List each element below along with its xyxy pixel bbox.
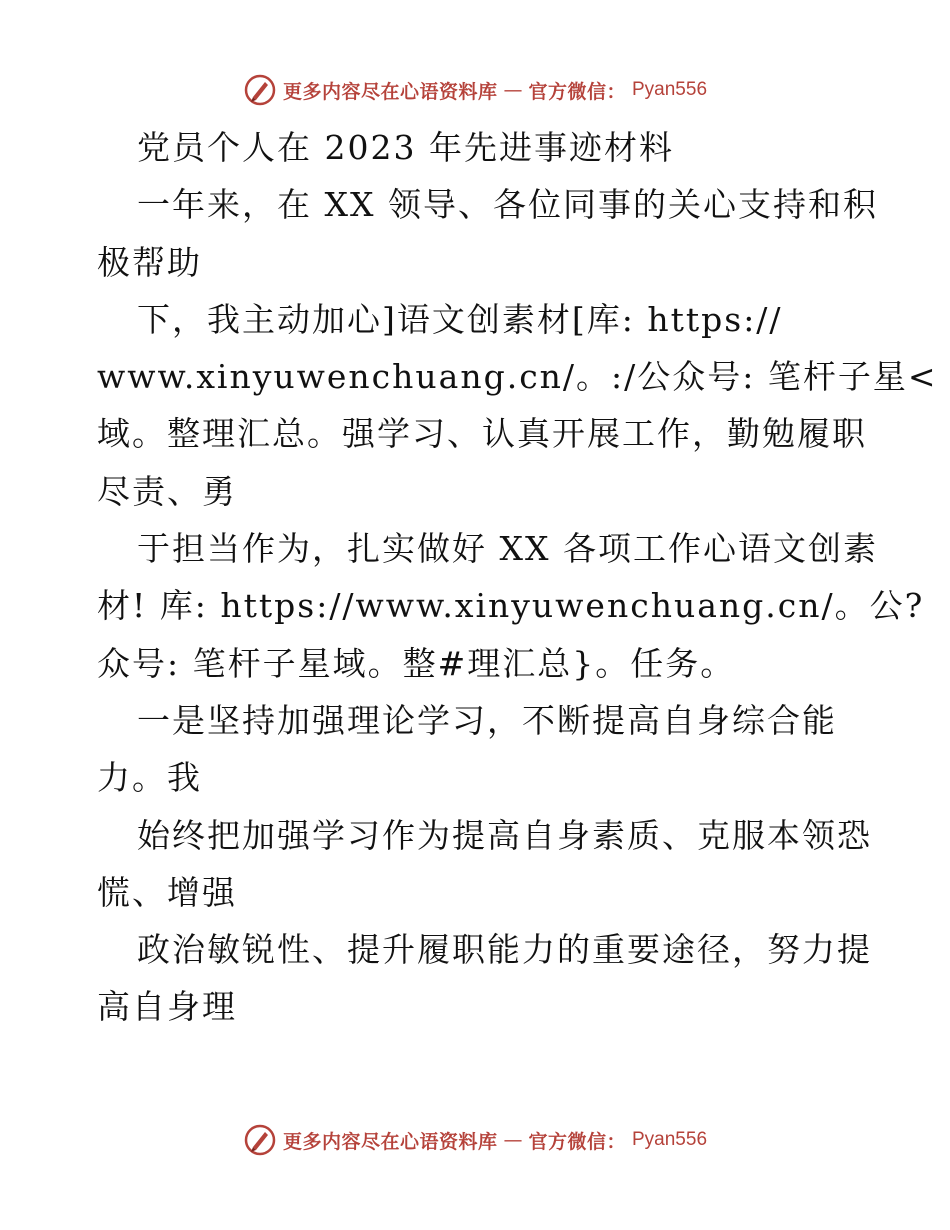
paragraph-line: 一是坚持加强理论学习，不断提高自身综合能 xyxy=(137,700,837,740)
document-title: 党员个人在 2023 年先进事迹材料 xyxy=(137,128,674,167)
paragraph-line: 域。整理汇总。强学习、认真开展工作，勤勉履职 xyxy=(97,414,867,454)
banner-dash: — xyxy=(503,1129,523,1151)
footer-banner xyxy=(0,1120,950,1160)
paragraph-line: 力。我 xyxy=(97,758,202,798)
paragraph-line: 极帮助 xyxy=(97,242,202,282)
banner-main-text: 更多内容尽在心语资料库 xyxy=(282,80,498,103)
pen-logo-icon xyxy=(243,73,277,107)
banner-dash: — xyxy=(503,79,523,101)
paragraph-line: 政治敏锐性、提升履职能力的重要途径，努力提 xyxy=(137,930,872,970)
paragraph-line: www.xinyuwenchuang.cn/。:/公众号: 笔杆子星< xyxy=(97,357,938,397)
paragraph-line: 尽责、勇 xyxy=(97,471,237,511)
paragraph-line: 众号: 笔杆子星域。整#理汇总}。任务。 xyxy=(97,643,736,683)
paragraph-line: 下，我主动加心]语文创素材[库: https:// xyxy=(137,299,783,339)
paragraph-line: 一年来，在 XX 领导、各位同事的关心支持和积 xyxy=(137,185,878,225)
paragraph-line: 于担当作为，扎实做好 XX 各项工作心语文创素 xyxy=(137,529,878,569)
banner-sub-text: 官方微信： xyxy=(528,1130,626,1153)
banner-handle: Pyan556 xyxy=(632,1129,708,1150)
banner-sub-text: 官方微信： xyxy=(528,80,626,103)
paragraph-line: 材! 库: https://www.xinyuwenchuang.cn/。公? xyxy=(97,586,925,626)
banner-main-text: 更多内容尽在心语资料库 xyxy=(282,1130,498,1153)
paragraph-line: 始终把加强学习作为提高自身素质、克服本领恐 xyxy=(137,815,872,855)
paragraph-line: 高自身理 xyxy=(97,987,237,1027)
document-body xyxy=(97,119,938,1036)
paragraph-line: 慌、增强 xyxy=(97,872,237,912)
banner-handle: Pyan556 xyxy=(632,79,708,100)
header-banner xyxy=(0,70,950,110)
pen-logo-icon xyxy=(243,1123,277,1157)
